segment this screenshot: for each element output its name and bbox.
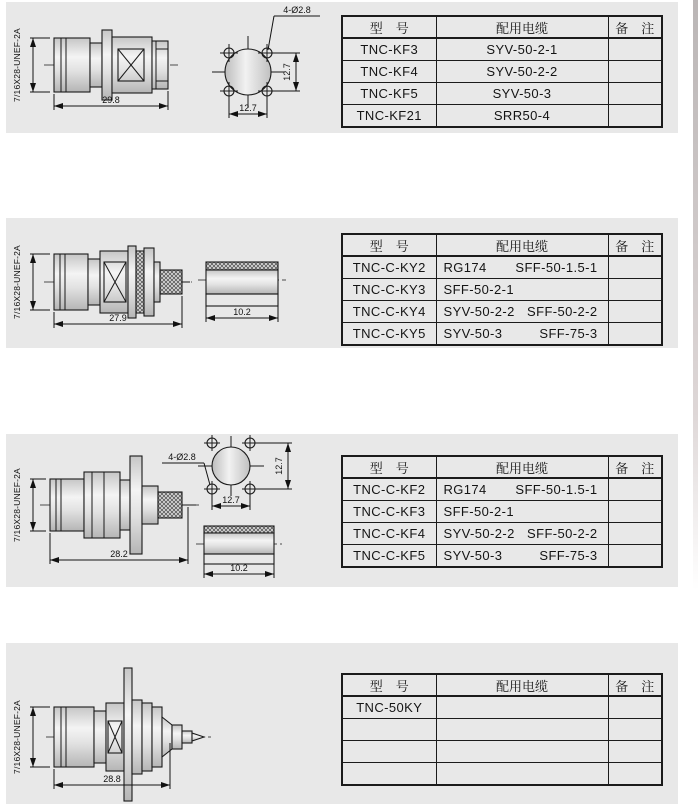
cable-value-2: SFF-50-2-2: [527, 526, 598, 541]
cable-cell: [436, 696, 608, 719]
header-model: 型 号: [342, 456, 436, 478]
ferrule-dim-label: 10.2: [230, 563, 248, 573]
header-model: 型 号: [342, 16, 436, 38]
hole-callout: [268, 5, 320, 50]
length-dim-label: 29.8: [102, 95, 120, 105]
table-row: [342, 83, 662, 105]
cable-cell: [436, 719, 608, 741]
side-view: [12, 245, 192, 328]
table-row: [342, 523, 662, 545]
note-cell: [608, 523, 662, 545]
cable-value: SYV-50-2-1: [486, 42, 558, 57]
header-cable: 配用电缆: [436, 234, 608, 256]
model-cell: TNC-KF5: [342, 83, 436, 105]
front-view: [212, 5, 320, 118]
section-1-panel: [6, 2, 678, 133]
section-4-panel: [6, 643, 678, 804]
cable-cell: [436, 256, 608, 279]
model-cell: TNC-C-KF5: [342, 545, 436, 568]
spec-table-3: [341, 455, 663, 568]
cable-value: SYV-50-2-2: [443, 304, 515, 319]
ferrule-part: [198, 262, 286, 322]
note-cell: [608, 323, 662, 346]
cable-cell: [436, 38, 608, 61]
hole-callout-label: 4-Ø2.8: [283, 5, 311, 15]
header-model: 型 号: [342, 674, 436, 696]
hole-callout: [162, 452, 210, 485]
spec-table-4: [341, 673, 663, 786]
note-cell: [608, 501, 662, 523]
thread-dimension: [12, 700, 50, 774]
table-row: [342, 105, 662, 128]
model-cell: TNC-KF21: [342, 105, 436, 128]
model-cell: TNC-C-KF2: [342, 478, 436, 501]
thread-label: 7/16X28-UNEF-2A: [12, 700, 22, 774]
note-cell: [608, 545, 662, 568]
table-row: [342, 323, 662, 346]
length-dim-label: 28.2: [110, 549, 128, 559]
model-cell: TNC-KF4: [342, 61, 436, 83]
table-row: [342, 501, 662, 523]
header-note: 备 注: [608, 16, 662, 38]
cable-value-2: SFF-75-3: [539, 326, 598, 341]
dim-h-label: 12.7: [222, 495, 240, 505]
cable-cell: [436, 323, 608, 346]
cable-value: SYV-50-2-2: [443, 526, 515, 541]
note-cell: [608, 763, 662, 786]
header-cable: 配用电缆: [436, 16, 608, 38]
table-row: [342, 741, 662, 763]
model-cell: [342, 719, 436, 741]
note-cell: [608, 696, 662, 719]
section-3-drawing: [6, 434, 336, 587]
table-row: [342, 545, 662, 568]
section-4-drawing: [6, 643, 336, 804]
dim-v-label: 12.7: [282, 63, 292, 81]
table-row: [342, 38, 662, 61]
header-model: 型 号: [342, 234, 436, 256]
section-2-panel: [6, 218, 678, 348]
dim-h-label: 12.7: [239, 103, 257, 113]
cable-value-2: SFF-50-2-2: [527, 304, 598, 319]
length-dim-label: 27.9: [109, 313, 127, 323]
horizontal-dimension: [212, 494, 250, 510]
thread-label: 7/16X28-UNEF-2A: [12, 28, 22, 102]
cable-cell: [436, 478, 608, 501]
cable-value: RG174: [443, 482, 487, 497]
thread-label: 7/16X28-UNEF-2A: [12, 468, 22, 542]
cable-cell: [436, 61, 608, 83]
dim-v-label: 12.7: [274, 457, 284, 475]
cable-cell: [436, 741, 608, 763]
spec-table-1: [341, 15, 663, 128]
side-view: [12, 668, 212, 801]
cable-cell: [436, 279, 608, 301]
side-view: [12, 456, 200, 564]
cable-cell: [436, 523, 608, 545]
section-3-panel: [6, 434, 678, 587]
model-cell: TNC-KF3: [342, 38, 436, 61]
table-row: [342, 478, 662, 501]
header-cable: 配用电缆: [436, 674, 608, 696]
ferrule-dim-label: 10.2: [233, 307, 251, 317]
note-cell: [608, 61, 662, 83]
cable-value: SFF-50-2-1: [443, 504, 514, 519]
cable-value: RG174: [443, 260, 487, 275]
header-note: 备 注: [608, 234, 662, 256]
model-cell: [342, 741, 436, 763]
table-row: [342, 279, 662, 301]
table-row: [342, 301, 662, 323]
table-row: [342, 763, 662, 786]
section-1-drawing: [6, 2, 336, 133]
table-row: [342, 61, 662, 83]
model-cell: TNC-C-KY3: [342, 279, 436, 301]
note-cell: [608, 301, 662, 323]
cable-cell: [436, 83, 608, 105]
cable-value: SFF-50-2-1: [443, 282, 514, 297]
ferrule-part: [196, 526, 282, 578]
length-dim-label: 28.8: [103, 774, 121, 784]
spec-table-2: [341, 233, 663, 346]
ferrule-dimension: [206, 306, 278, 322]
note-cell: [608, 105, 662, 128]
note-cell: [608, 279, 662, 301]
model-cell: TNC-C-KY4: [342, 301, 436, 323]
cable-value-2: SFF-50-1.5-1: [515, 260, 598, 275]
model-cell: TNC-C-KF3: [342, 501, 436, 523]
cable-value: SYV-50-3: [443, 548, 503, 563]
header-note: 备 注: [608, 456, 662, 478]
header-note: 备 注: [608, 674, 662, 696]
model-cell: TNC-50KY: [342, 696, 436, 719]
table-row: [342, 256, 662, 279]
note-cell: [608, 83, 662, 105]
cable-cell: [436, 545, 608, 568]
section-2-drawing: [6, 218, 336, 348]
note-cell: [608, 38, 662, 61]
side-view: [12, 28, 178, 110]
hole-callout-label: 4-Ø2.8: [168, 452, 196, 462]
model-cell: TNC-C-KF4: [342, 523, 436, 545]
note-cell: [608, 478, 662, 501]
table-row: [342, 719, 662, 741]
model-cell: [342, 763, 436, 786]
scan-edge-shadow: [693, 0, 698, 590]
note-cell: [608, 719, 662, 741]
ferrule-dimension: [204, 563, 274, 578]
cable-value: SYV-50-2-2: [486, 64, 558, 79]
cable-value: SYV-50-3: [443, 326, 503, 341]
header-cable: 配用电缆: [436, 456, 608, 478]
cable-value: SYV-50-3: [492, 86, 552, 101]
note-cell: [608, 256, 662, 279]
model-cell: TNC-C-KY2: [342, 256, 436, 279]
note-cell: [608, 741, 662, 763]
model-cell: TNC-C-KY5: [342, 323, 436, 346]
cable-cell: [436, 105, 608, 128]
thread-label: 7/16X28-UNEF-2A: [12, 245, 22, 319]
cable-value: SRR50-4: [493, 108, 551, 123]
cable-cell: [436, 501, 608, 523]
cable-cell: [436, 763, 608, 786]
cable-value-2: SFF-50-1.5-1: [515, 482, 598, 497]
cable-value-2: SFF-75-3: [539, 548, 598, 563]
cable-cell: [436, 301, 608, 323]
table-row: [342, 696, 662, 719]
